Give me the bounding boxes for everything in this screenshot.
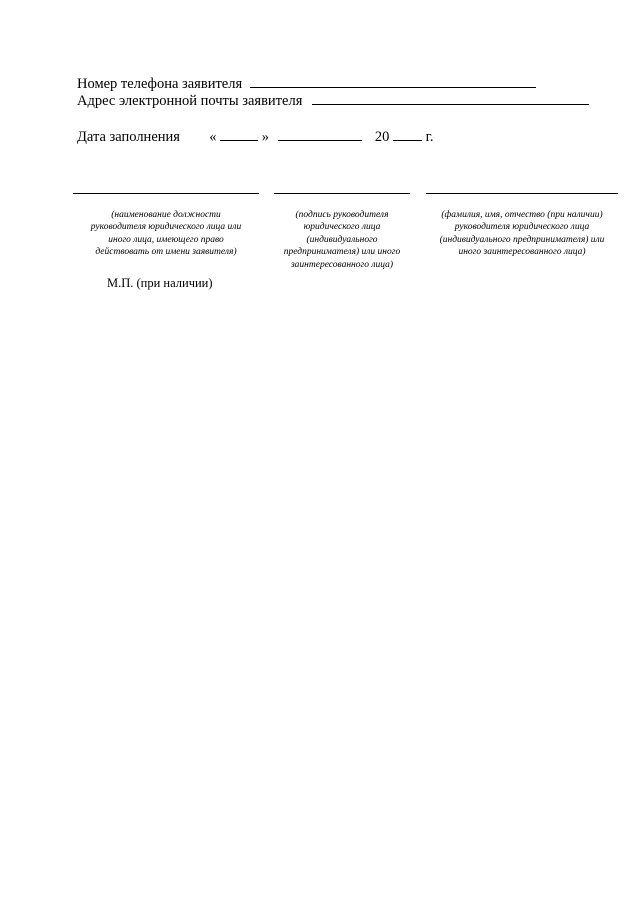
position-signature-column xyxy=(73,193,259,259)
name-signature-column xyxy=(426,193,618,259)
date-row xyxy=(77,127,434,146)
date-year-prefix: 20 xyxy=(374,129,390,145)
date-label: Дата заполнения xyxy=(77,129,180,145)
phone-label: Номер телефона заявителя xyxy=(77,76,243,92)
date-day-field[interactable] xyxy=(220,127,258,141)
stamp-label: М.П. (при наличии) xyxy=(107,276,213,290)
date-close-quote: » xyxy=(261,129,269,145)
email-row xyxy=(77,91,589,110)
signature-column xyxy=(274,193,410,272)
position-caption: (наименование должности руководителя юридического лица или иного лица, имеющего право действовать от имени заявителя) xyxy=(90,209,242,258)
signature-caption: (подпись руководителя юридического лица (индивидуального предпринимателя) или иного заинтересованного лица) xyxy=(283,209,401,270)
email-field-line[interactable] xyxy=(312,91,589,105)
date-open-quote: « xyxy=(209,129,217,145)
email-label: Адрес электронной почты заявителя xyxy=(77,93,303,109)
phone-field-line[interactable] xyxy=(250,74,536,88)
name-caption: (фамилия, имя, отчество (при наличии) руководителя юридического лица (индивидуального предпринимателя) или иного заинтересованного лица) xyxy=(439,209,605,258)
date-year-suffix: г. xyxy=(425,129,434,145)
date-month-field[interactable] xyxy=(278,127,362,141)
date-year-field[interactable] xyxy=(393,127,422,141)
